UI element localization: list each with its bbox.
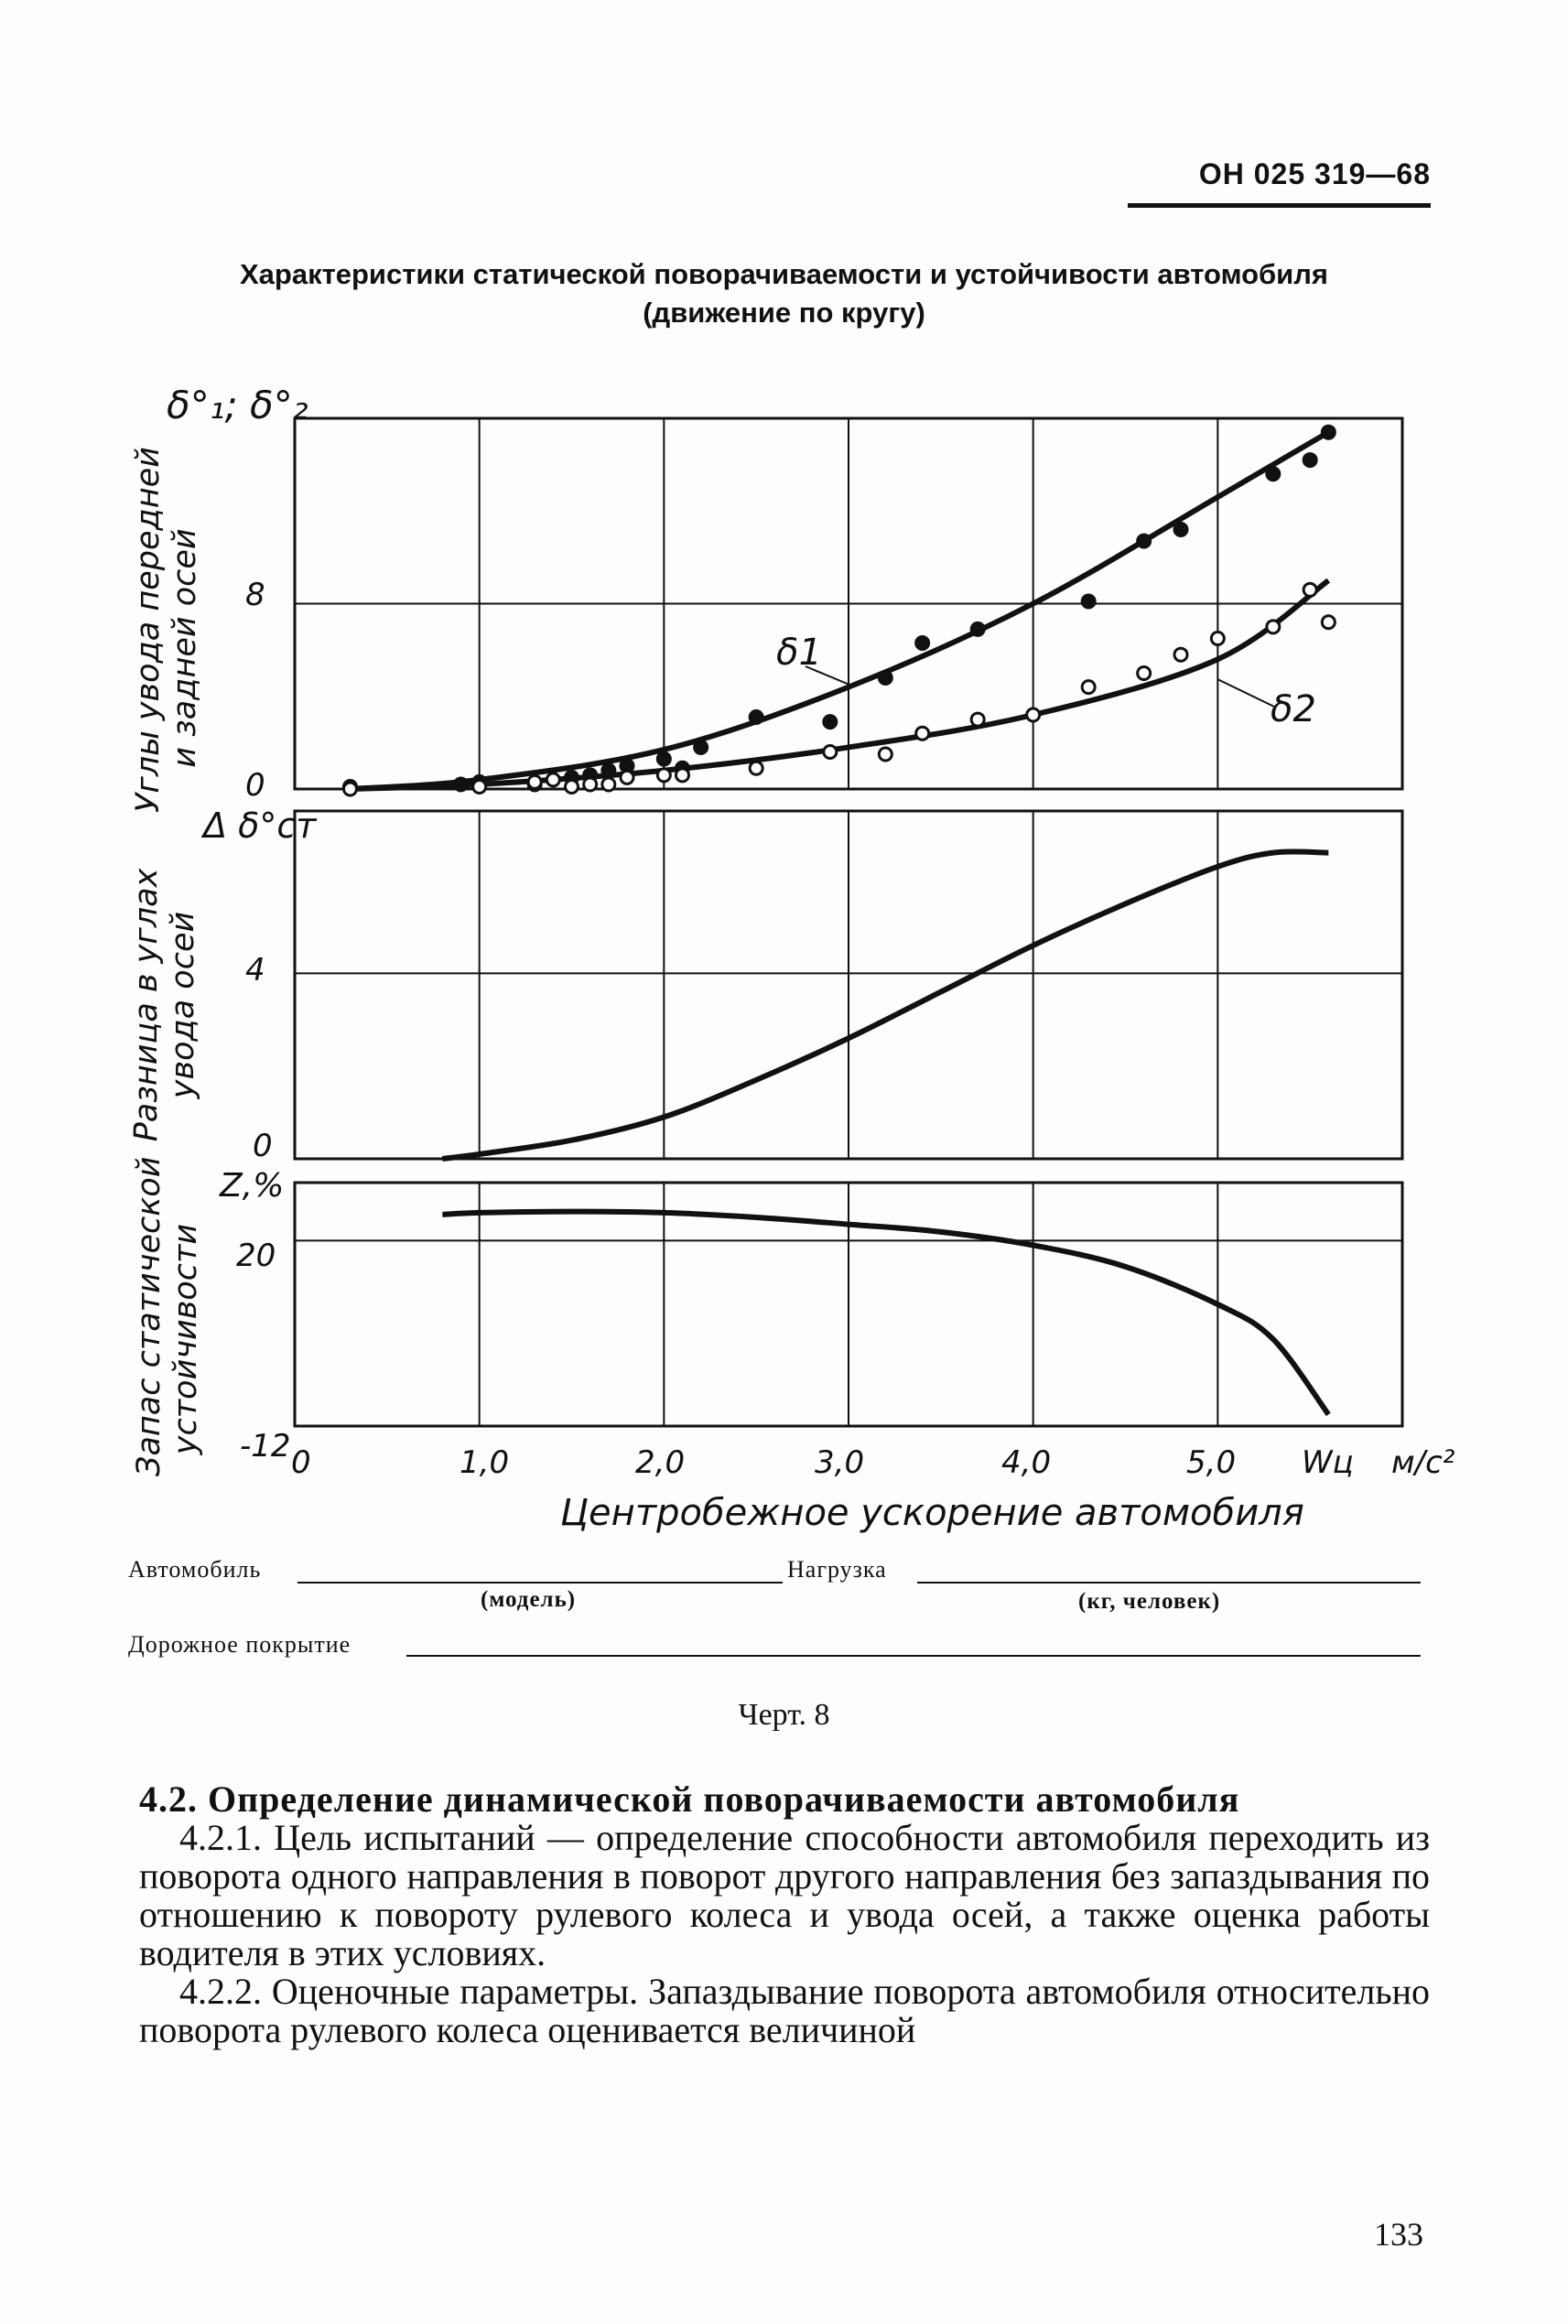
data-point-open: [676, 769, 689, 782]
data-point-open: [1267, 621, 1280, 633]
panel1-ytick-0: 0: [245, 767, 265, 804]
series-label-delta1: δ1: [776, 632, 822, 674]
panel3-y-symbol: Z,%: [220, 1167, 285, 1205]
figure-title-line1: Характеристики статической поворачиваемости и устойчивости автомобиля: [239, 258, 1329, 290]
data-point-open: [621, 771, 633, 784]
data-point-open: [566, 780, 579, 793]
paragraph-4-2-1: 4.2.1. Цель испытаний — определение способности автомобиля переходить из поворота одного направления в поворот другого направления без запаздывания по отношению к повороту рулевого колеса и увода осей, а также оценка работы водителя в этих условиях.: [139, 1817, 1430, 1973]
xtick-3: 3,0: [815, 1444, 865, 1481]
auto-field-label: Автомобиль: [128, 1556, 262, 1583]
load-field-hint: (кг, человек): [1078, 1589, 1221, 1614]
panel1-y-label: Углы увода передней и задней осей: [130, 447, 203, 813]
data-point-filled: [1267, 468, 1280, 481]
data-point-open: [528, 775, 541, 788]
xtick-2: 2,0: [635, 1444, 686, 1481]
panel3-ytick-20: 20: [236, 1238, 276, 1274]
panel1-ytick-8: 8: [245, 577, 265, 613]
data-point-filled: [916, 637, 929, 650]
data-point-filled: [1174, 524, 1187, 536]
data-point-open: [546, 773, 559, 786]
data-point-open: [1211, 632, 1224, 644]
panel3-ytick-neg12: -12: [240, 1428, 291, 1465]
data-point-open: [1322, 616, 1335, 629]
data-point-filled: [657, 752, 670, 765]
series-label-delta2: δ2: [1271, 688, 1316, 730]
section-body: [139, 1780, 1430, 2049]
xtick-1: 1,0: [460, 1444, 510, 1481]
data-point-filled: [695, 740, 708, 753]
data-point-filled: [824, 716, 837, 729]
panel2-y-symbol: Δ δ°ст: [203, 805, 317, 846]
data-point-filled: [750, 711, 762, 724]
standard-number: ОН 025 319—68: [1198, 157, 1431, 190]
load-field-label: Нагрузка: [787, 1556, 887, 1583]
data-point-open: [824, 746, 837, 759]
panel2-ytick-0: 0: [253, 1128, 273, 1164]
series-line-1-0: [442, 851, 1328, 1159]
xtick-4: 4,0: [1001, 1444, 1052, 1481]
section-heading: 4.2. Определение динамической поворачиваемости автомобиля: [139, 1778, 1240, 1820]
data-point-open: [344, 783, 357, 795]
data-point-filled: [1303, 454, 1316, 467]
road-field-line: [406, 1655, 1421, 1657]
data-point-open: [971, 713, 984, 726]
x-axis-unit: м/с²: [1391, 1444, 1455, 1481]
chart-panel-stability-margin: [295, 1183, 1402, 1426]
data-point-open: [1174, 648, 1187, 661]
panel2-ytick-4: 4: [245, 952, 265, 989]
figure-title-line2: (движение по кругу): [643, 297, 925, 329]
panel2-y-label: Разница в углах увода осей: [128, 868, 201, 1142]
series-line-0-0: [351, 432, 1329, 789]
x-axis-symbol: Wц: [1302, 1444, 1354, 1481]
data-point-open: [916, 727, 929, 740]
xtick-0: 0: [291, 1444, 311, 1481]
data-point-open: [657, 769, 670, 782]
paragraph-4-2-2: 4.2.2. Оценочные параметры. Запаздывание поворота автомобиля относительно поворота рулевого колеса оценивается величиной: [139, 1971, 1430, 2050]
x-axis-label: Центробежное ускорение автомобиля: [560, 1492, 1304, 1534]
chart-panel-angle-difference: [295, 811, 1402, 1159]
auto-field-hint: (модель): [481, 1587, 577, 1612]
data-point-filled: [1082, 595, 1095, 608]
auto-field-line: [297, 1582, 783, 1584]
data-point-filled: [971, 622, 984, 635]
data-point-filled: [1138, 535, 1151, 547]
panel1-y-symbol: δ°₁; δ°₂: [167, 383, 308, 427]
series-line-0-1: [351, 580, 1329, 789]
data-point-open: [1138, 666, 1151, 679]
data-point-filled: [879, 672, 892, 685]
data-point-open: [584, 778, 597, 791]
data-point-open: [473, 780, 486, 793]
data-point-open: [879, 748, 892, 761]
xtick-5: 5,0: [1186, 1444, 1237, 1481]
data-point-open: [602, 778, 615, 791]
panel3-y-label: Запас статической устойчивости: [131, 1156, 204, 1476]
data-point-open: [1303, 583, 1316, 596]
data-point-filled: [1322, 426, 1335, 438]
data-point-open: [1027, 708, 1040, 721]
data-point-open: [750, 762, 762, 774]
road-field-label: Дорожное покрытие: [128, 1631, 351, 1658]
figure-caption: Черт. 8: [738, 1698, 830, 1732]
label-leader-delta2: [1217, 679, 1274, 707]
chart-panel-slip-angles: [295, 418, 1402, 795]
series-line-2-0: [442, 1212, 1328, 1415]
load-field-line: [917, 1582, 1421, 1584]
page-number: 133: [1374, 2216, 1423, 2253]
data-point-open: [1082, 681, 1095, 694]
